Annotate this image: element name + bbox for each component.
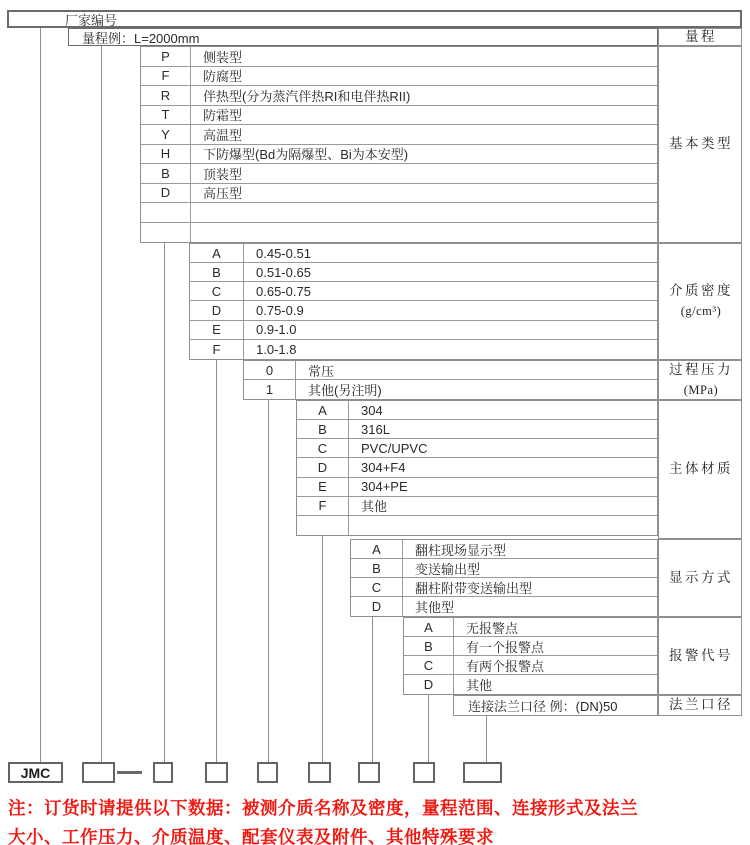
table-row	[141, 184, 657, 204]
code-cell: A	[351, 540, 403, 558]
code-cell: 1	[244, 380, 296, 399]
code-cell: D	[190, 301, 244, 319]
alarm-table	[403, 617, 658, 695]
desc-cell: 304+PE	[361, 479, 408, 495]
table-row	[297, 401, 657, 420]
code-cell: A	[190, 244, 244, 262]
table-row	[141, 164, 657, 184]
table-row	[141, 86, 657, 106]
desc-cell: 下防爆型(Bd为隔爆型、Bi为本安型)	[203, 147, 409, 163]
label-display-mode	[658, 539, 742, 617]
code-cell	[297, 516, 349, 535]
code-cell: 0	[244, 361, 296, 379]
code-cell	[141, 223, 191, 243]
desc-cell: 高温型	[203, 127, 243, 143]
desc-cell: 304	[361, 402, 383, 418]
code-box-material	[308, 762, 331, 783]
table-row	[190, 321, 657, 340]
table-row	[297, 420, 657, 439]
code-cell: Y	[141, 125, 191, 144]
table-row-empty	[297, 516, 657, 535]
connector-line-material	[322, 536, 323, 762]
table-row	[141, 106, 657, 126]
table-row	[351, 540, 657, 559]
table-row	[190, 340, 657, 359]
label-text: 基本类型	[669, 136, 733, 152]
table-row	[190, 244, 657, 263]
code-cell: H	[141, 145, 191, 164]
desc-cell: 侧装型	[203, 49, 243, 65]
desc-cell	[349, 516, 657, 535]
table-row	[244, 361, 657, 380]
label-unit: (g/cm³)	[680, 304, 722, 319]
desc-cell: PVC/UPVC	[361, 440, 428, 456]
code-box-range	[82, 762, 115, 783]
connector-line-pressure	[268, 400, 269, 762]
code-cell: B	[190, 263, 244, 281]
density-table	[189, 243, 658, 360]
table-row	[404, 618, 657, 637]
model-prefix-box	[8, 762, 63, 783]
connector-line-range	[101, 46, 102, 762]
code-box-flange	[463, 762, 502, 783]
table-row-empty	[141, 203, 657, 223]
table-row	[141, 125, 657, 145]
table-row	[190, 282, 657, 301]
table-row	[141, 67, 657, 87]
label-text: 量程	[685, 28, 717, 44]
code-cell: D	[141, 184, 191, 203]
range-example-text: 量程例：L=2000mm	[82, 30, 200, 46]
code-cell: E	[190, 321, 244, 339]
label-material	[658, 400, 742, 539]
desc-cell: 304+F4	[361, 459, 406, 475]
desc-cell	[191, 203, 657, 222]
desc-cell: 0.75-0.9	[256, 303, 304, 319]
ordering-note-line1: 注：订货时请提供以下数据：被测介质名称及密度，量程范围、连接形式及法兰	[8, 798, 638, 818]
table-row	[351, 597, 657, 616]
label-text: 报警代号	[669, 647, 733, 663]
desc-cell: 0.9-1.0	[256, 322, 297, 338]
code-cell: C	[190, 282, 244, 300]
code-box-display-mode	[358, 762, 380, 783]
connector-line-density	[216, 360, 217, 762]
table-row	[454, 696, 657, 715]
desc-cell: 防霜型	[203, 108, 243, 124]
label-text: 介质密度	[669, 283, 733, 299]
ordering-note	[8, 794, 746, 845]
code-cell: B	[297, 420, 349, 438]
desc-cell: 翻柱附带变送输出型	[415, 580, 533, 596]
code-cell: F	[297, 497, 349, 515]
table-row	[297, 439, 657, 458]
table-row	[141, 47, 657, 67]
table-row-empty	[141, 223, 657, 243]
label-unit: (MPa)	[683, 382, 719, 397]
manufacturer-code-box	[7, 10, 742, 28]
table-row	[297, 497, 657, 516]
table-row	[141, 145, 657, 165]
desc-cell: 0.51-0.65	[256, 264, 311, 280]
desc-cell: 无报警点	[466, 620, 519, 636]
label-alarm	[658, 617, 742, 695]
code-cell: R	[141, 86, 191, 105]
connector-line-manufacturer	[40, 28, 41, 762]
table-row	[404, 637, 657, 656]
flange-row	[453, 695, 658, 716]
ordering-note-line2: 大小、工作压力、介质温度、配套仪表及附件、其他特殊要求	[8, 827, 494, 845]
material-table	[296, 400, 658, 536]
desc-cell: 其他型	[415, 600, 455, 615]
flange-desc: 连接法兰口径 例：(DN)50	[468, 699, 618, 714]
code-cell	[141, 203, 191, 222]
desc-cell: 有一个报警点	[466, 639, 545, 655]
code-cell: A	[404, 618, 454, 636]
code-cell: D	[351, 597, 403, 616]
basic-type-table	[140, 46, 658, 243]
code-box-pressure	[257, 762, 278, 783]
desc-cell: 翻柱现场显示型	[415, 542, 507, 558]
code-cell: D	[404, 675, 454, 694]
label-text: 过程压力	[669, 361, 733, 377]
connector-line-alarm	[428, 695, 429, 762]
code-cell: B	[404, 637, 454, 655]
table-row	[297, 458, 657, 477]
label-text: 主体材质	[669, 461, 733, 477]
connector-line-basic-type	[164, 243, 165, 762]
pressure-table	[243, 360, 658, 400]
table-row	[351, 559, 657, 578]
code-cell: A	[297, 401, 349, 419]
desc-cell: 其他	[466, 678, 493, 693]
desc-cell: 伴热型(分为蒸汽伴热RI和电伴热RII)	[203, 88, 411, 104]
connector-line-display-mode	[372, 617, 373, 762]
table-row	[190, 263, 657, 282]
code-cell: P	[141, 47, 191, 66]
label-text: 显示方式	[669, 569, 733, 585]
label-basic-type	[658, 46, 742, 243]
code-cell: T	[141, 106, 191, 125]
table-row	[404, 675, 657, 694]
label-density	[658, 243, 742, 360]
label-range	[658, 28, 742, 46]
desc-cell	[191, 223, 657, 243]
table-row	[190, 301, 657, 320]
code-cell: E	[297, 478, 349, 496]
desc-cell: 316L	[361, 421, 390, 437]
range-example-box	[68, 28, 658, 46]
desc-cell: 常压	[308, 363, 335, 379]
desc-cell: 防腐型	[203, 69, 243, 85]
desc-cell: 其他	[361, 499, 388, 515]
manufacturer-label: 厂家编号	[65, 12, 118, 28]
label-pressure	[658, 360, 742, 400]
code-cell: D	[297, 458, 349, 476]
desc-cell: 有两个报警点	[466, 658, 545, 674]
label-flange	[658, 695, 742, 716]
code-cell: F	[141, 67, 191, 86]
desc-cell: 顶装型	[203, 166, 243, 182]
table-row	[404, 656, 657, 675]
code-box-basic-type	[153, 762, 173, 783]
code-box-density	[205, 762, 228, 783]
connector-line-flange	[486, 716, 487, 762]
code-cell: B	[141, 164, 191, 183]
desc-cell: 高压型	[203, 186, 243, 202]
model-prefix-text: JMC	[20, 764, 51, 781]
code-cell: C	[297, 439, 349, 457]
desc-cell: 变送输出型	[415, 561, 481, 577]
label-text: 法兰口径	[669, 697, 733, 713]
desc-cell: 0.45-0.51	[256, 245, 311, 261]
desc-cell: 其他(另注明)	[308, 383, 382, 398]
code-cell: C	[404, 656, 454, 674]
code-cell: C	[351, 578, 403, 596]
code-cell: F	[190, 340, 244, 359]
desc-cell: 1.0-1.8	[256, 341, 297, 357]
table-row	[351, 578, 657, 597]
table-row	[244, 380, 657, 399]
table-row	[297, 478, 657, 497]
code-box-alarm	[413, 762, 435, 783]
desc-cell: 0.65-0.75	[256, 283, 311, 299]
dash-separator	[117, 771, 142, 774]
display-mode-table	[350, 539, 658, 617]
code-cell: B	[351, 559, 403, 577]
